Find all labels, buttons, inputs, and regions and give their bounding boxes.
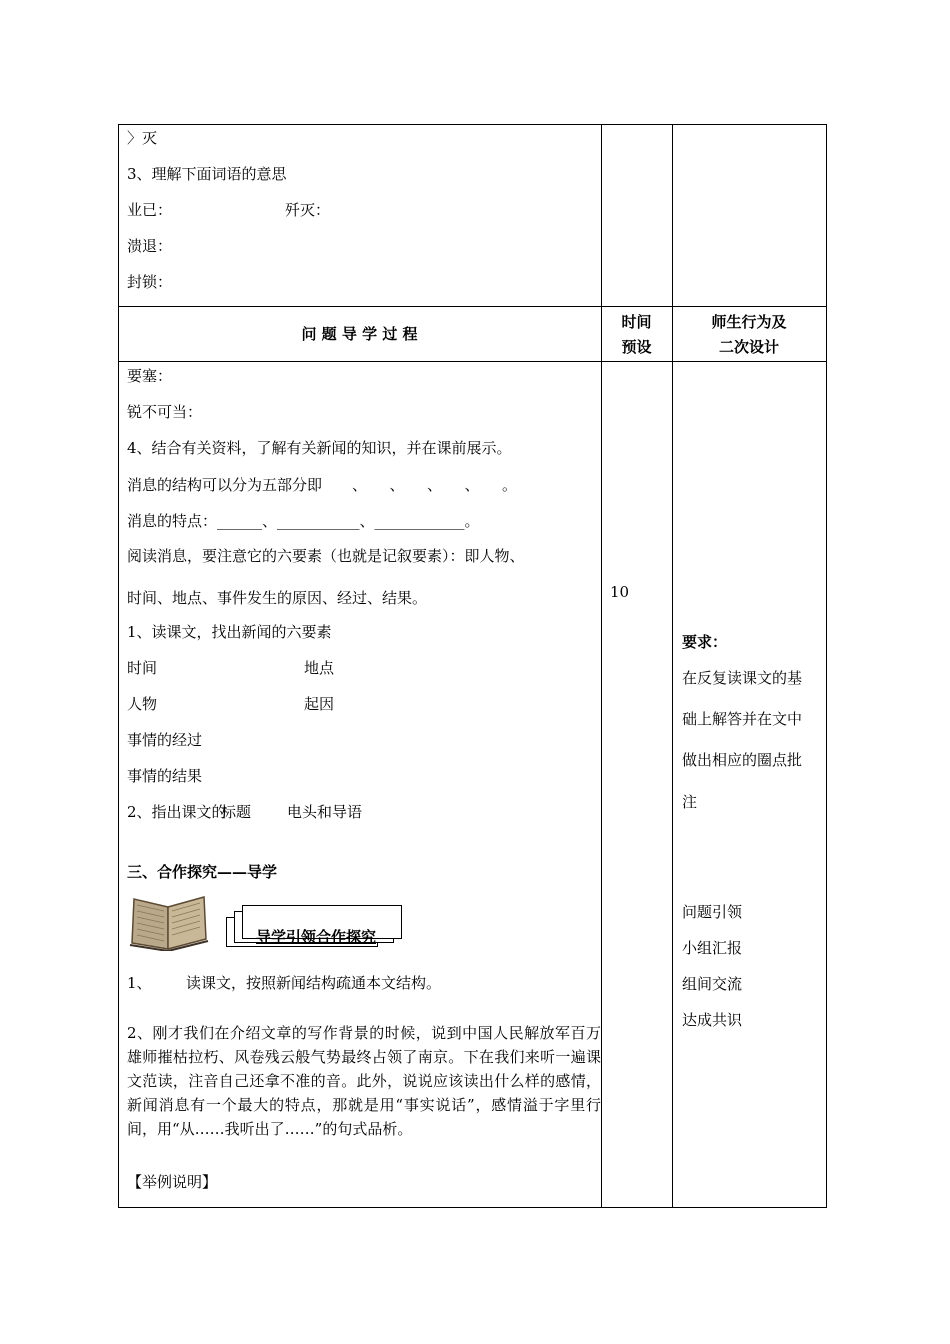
header-process: 问 题 导 学 过 程 bbox=[301, 325, 418, 343]
word-yeyi: 业已： bbox=[127, 201, 173, 219]
coop1-text: 读课文，按照新闻结构疏通本文结构。 bbox=[186, 974, 442, 992]
table-border-top bbox=[118, 124, 827, 125]
requirement-heading: 要求： bbox=[682, 633, 728, 651]
word-fengsuo: 封锁： bbox=[127, 273, 173, 291]
point2-prefix: 2、指出课文的 bbox=[127, 803, 227, 821]
term-yaosai: 要塞： bbox=[127, 367, 173, 385]
element-place: 地点 bbox=[304, 659, 335, 677]
six-elements-line2: 时间、地点、事件发生的原因、经过、结果。 bbox=[127, 589, 428, 607]
section3-heading: 三、合作探究——导学 bbox=[127, 863, 278, 881]
header-time-line2: 预设 bbox=[621, 338, 652, 356]
six-elements-line1: 阅读消息，要注意它的六要素（也就是记叙要素）：即人物、 bbox=[127, 547, 525, 565]
coop2-paragraph: 2、刚才我们在介绍文章的写作背景的时候，说到中国人民解放军百万雄师摧枯拉朽、风卷残云般气势最终占领了南京。下在我们来听一遍课文范读，注音自己还拿不准的音。此外，说说应该读出什么样的感情，新闻消息有一个最大的特点，那就是用“事实说话”，感情溢于字里行间，用“从……我听出了……”的句式品析。 bbox=[127, 1024, 601, 1138]
table-row-divider-1 bbox=[118, 306, 827, 307]
point2-title: 标题 bbox=[221, 803, 252, 821]
upper-task3: 3、理解下面词语的意思 bbox=[127, 165, 287, 183]
element-time: 时间 bbox=[127, 659, 158, 677]
word-jianmie: 歼灭： bbox=[285, 201, 331, 219]
step-intergroup-exchange: 组间交流 bbox=[682, 975, 743, 993]
table-col-divider-2 bbox=[672, 124, 673, 1208]
upper-text-line0: 〉灭 bbox=[127, 129, 158, 147]
coop-banner bbox=[226, 905, 402, 947]
requirement-line2: 础上解答并在文中 bbox=[682, 710, 803, 728]
example-label: 【举例说明】 bbox=[127, 1173, 218, 1191]
step-problem-lead: 问题引领 bbox=[682, 903, 743, 921]
element-result: 事情的结果 bbox=[127, 767, 203, 785]
step-consensus: 达成共识 bbox=[682, 1011, 743, 1029]
coop1-number: 1、 bbox=[127, 974, 152, 992]
table-border-bottom bbox=[118, 1207, 827, 1208]
news-features: 消息的特点：______、___________、____________。 bbox=[127, 512, 480, 530]
table-border-left bbox=[118, 124, 119, 1208]
element-process: 事情的经过 bbox=[127, 731, 203, 749]
point2-rest: 电头和导语 bbox=[287, 803, 363, 821]
banner-label: 导学引领合作探究 bbox=[256, 928, 377, 946]
requirement-line1: 在反复读课文的基 bbox=[682, 669, 803, 687]
element-person: 人物 bbox=[127, 695, 158, 713]
header-time-line1: 时间 bbox=[621, 313, 652, 331]
table-col-divider-1 bbox=[601, 124, 602, 1208]
read-task1: 1、读课文，找出新闻的六要素 bbox=[127, 623, 332, 641]
header-design-line2: 二次设计 bbox=[718, 338, 779, 356]
step-group-report: 小组汇报 bbox=[682, 939, 743, 957]
table-border-right bbox=[826, 124, 827, 1208]
time-minutes: 10 bbox=[610, 583, 630, 601]
requirement-line4: 注 bbox=[682, 793, 698, 811]
term-ruibukedang: 锐不可当： bbox=[127, 403, 203, 421]
element-cause: 起因 bbox=[304, 695, 335, 713]
news-structure: 消息的结构可以分为五部分即 、 、 、 、 。 bbox=[127, 476, 518, 494]
word-kuitui: 溃退： bbox=[127, 237, 173, 255]
task4: 4、结合有关资料，了解有关新闻的知识，并在课前展示。 bbox=[127, 439, 512, 457]
header-design-line1: 师生行为及 bbox=[711, 313, 787, 331]
table-row-divider-2 bbox=[118, 361, 827, 362]
open-book-icon bbox=[128, 893, 210, 955]
requirement-line3: 做出相应的圈点批 bbox=[682, 751, 803, 769]
